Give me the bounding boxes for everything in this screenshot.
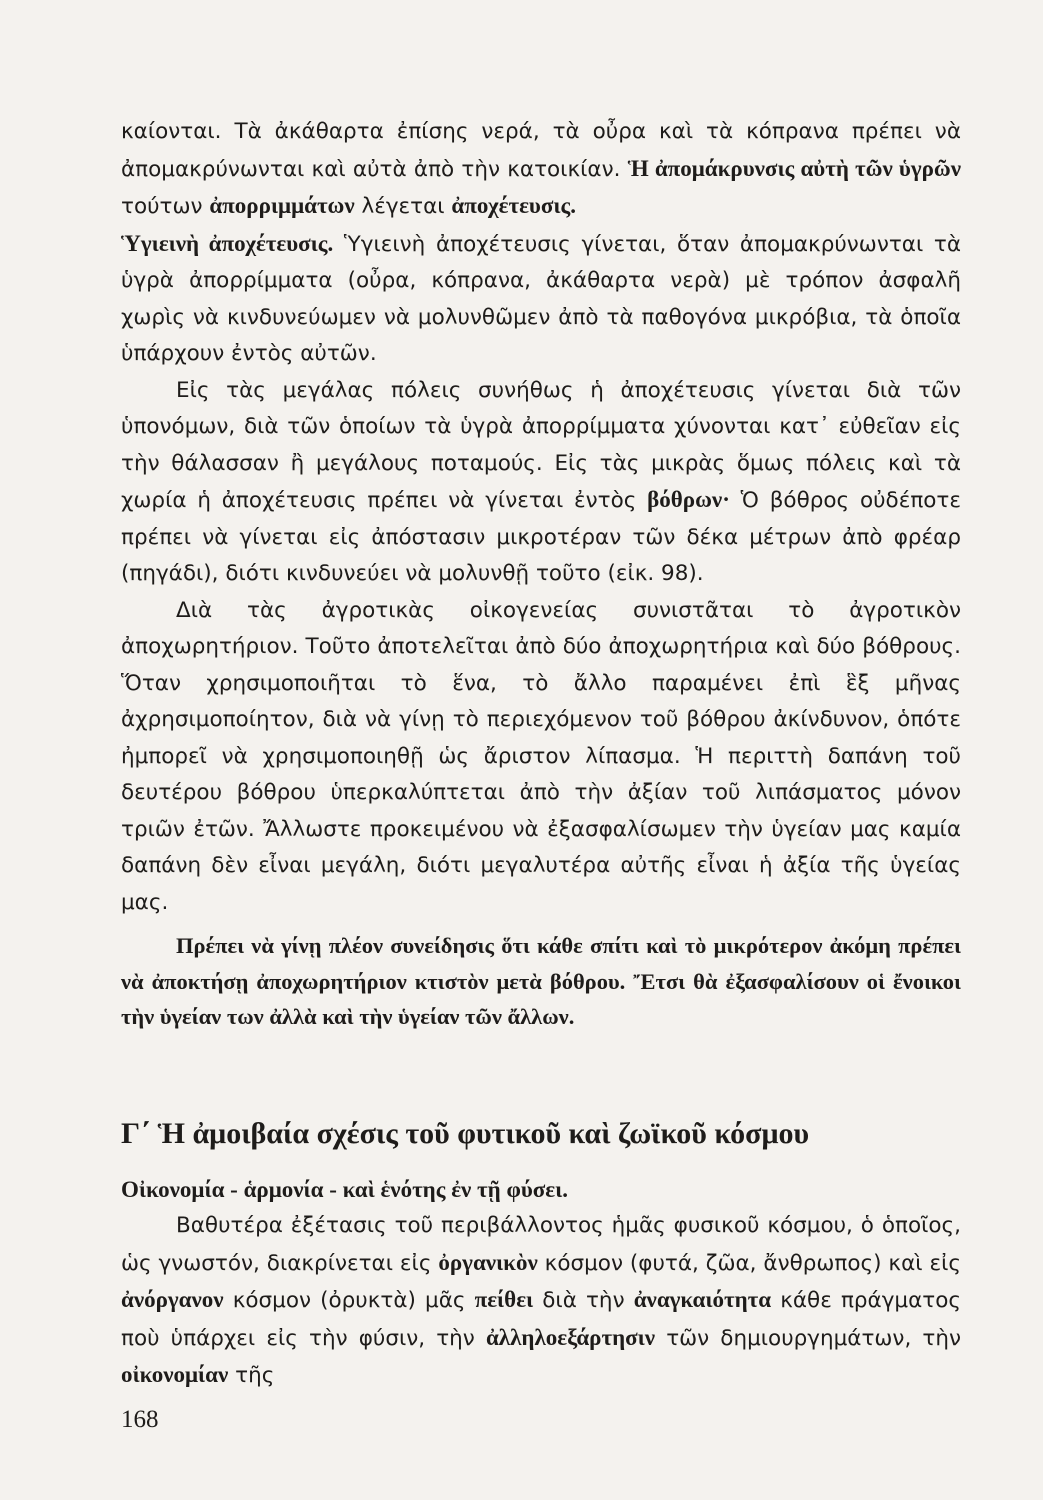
paragraph-sewage-intro: καίονται. Τὰ ἀκάθαρτα ἐπίσης νερά, τὰ οὖρα καὶ τὰ κόπρανα πρέπει νὰ ἀπομακρύνωνται καὶ αὐτὰ ἀπὸ τὴν κατοικίαν. Ἡ ἀπομάκρυνσις αὐτὴ τῶν ὑγρῶν τούτων ἀπορριμμάτων λέγεται ἀποχέτευσις. [121,119,961,219]
body-text-lower [121,1208,961,1395]
term-waste: ἀπορριμμάτων [209,193,355,218]
term-cesspits: βόθρων· [647,487,730,512]
term-convinces: πείθει [474,1287,534,1312]
section-subheading: Οἰκονομία - ἁρμονία - καὶ ἑνότης ἐν τῇ φύσει. [121,1177,568,1202]
paragraph-cities: Εἰς τὰς μεγάλας πόλεις συνήθως ἡ ἀποχέτευσις γίνεται διὰ τῶν ὑπονόμων, διὰ τῶν ὁποίων τὰ ὑγρὰ ἀπορρίμματα χύνονται κατ᾽ εὐθεῖαν εἰς τὴν θάλασσαν ἢ μεγάλους ποταμούς. Εἰς τὰς μικρὰς ὅμως πόλεις καὶ τὰ χωρία ἡ ἀποχέτευσις πρέπει νὰ γίνεται ἐντὸς βόθρων· Ὁ βόθρος οὐδέποτε πρέπει νὰ γίνεται εἰς ἀπόστασιν μικροτέραν τῶν δέκα μέτρων ἀπὸ φρέαρ (πηγάδι), διότι κινδυνεύει νὰ μολυνθῇ τοῦτο (εἰκ. 98). [121,377,961,586]
bold-paragraph: Πρέπει νὰ γίνῃ πλέον συνείδησις ὅτι κάθε σπίτι καὶ τὸ μικρότερον ἀκόμη πρέπει νὰ ἀποκτήσῃ ἀποχωρητήριον κτιστὸν μετὰ βόθρου. Ἔτσι θὰ ἐξασφαλίσουν οἱ ἔνοικοι τὴν ὑγείαν των ἀλλὰ καὶ τὴν ὑγείαν τῶν ἄλλων. [121,933,961,1029]
term-sewerage: ἀποχέτευσις. [451,193,576,218]
paragraph-hygienic-sewerage: Ὑγιεινὴ ἀποχέτευσις. Ὑγιεινὴ ἀποχέτευσις γίνεται, ὅταν ἀπομακρύνωνται τὰ ὑγρὰ ἀπορρίμματα (οὖρα, κόπρανα, ἀκάθαρτα νερὰ) μὲ τρόπον ἀσφαλῆ χωρὶς νὰ κινδυνεύωμεν νὰ μολυνθῶμεν ἀπὸ τὰ παθογόνα μικρόβια, τὰ ὁποῖα ὑπάρχουν ἐντὸς αὐτῶν. [121,230,961,366]
page-number: 168 [121,1406,159,1433]
term-inorganic: ἀνόργανον [121,1287,224,1312]
term-removal: Ἡ ἀπομάκρυνσις αὐτὴ τῶν ὑγρῶν [627,155,961,181]
term-organic: ὀργανικὸν [438,1249,538,1275]
term-necessity: ἀναγκαιότητα [633,1287,772,1312]
paragraph-rural-latrine: Διὰ τὰς ἀγροτικὰς οἰκογενείας συνιστᾶται τὸ ἀγροτικὸν ἀποχωρητήριον. Τοῦτο ἀποτελεῖται ἀπὸ δύο ἀποχωρητήρια καὶ δύο βόθρους. Ὅταν χρησιμοποιῆται τὸ ἕνα, τὸ ἄλλο παραμένει ἐπὶ ἓξ μῆνας ἀχρησιμοποίητον, διὰ νὰ γίνῃ τὸ περιεχόμενον τοῦ βόθρου ἀκίνδυνον, ὁπότε ἠμπορεῖ νὰ χρησιμοποιηθῇ ὡς ἄριστον λίπασμα. Ἡ περιττὴ δαπάνη τοῦ δευτέρου βόθρου ὑπερκαλύπτεται ἀπὸ τὴν ἀξίαν τοῦ λιπάσματος μόνον τριῶν ἐτῶν. Ἄλλωστε προκειμένου νὰ ἐξασφαλίσωμεν τὴν ὑγείαν μας καμία δαπάνη δὲν εἶναι μεγάλη, διότι μεγαλυτέρα αὐτῆς εἶναι ἡ ἀξία τῆς ὑγείας μας. [121,597,961,915]
section-heading: Γ΄ Ἡ ἀμοιβαία σχέσις τοῦ φυτικοῦ καὶ ζωϊκοῦ κόσμου [121,1117,810,1150]
body-text-upper [121,114,961,921]
term-interdependence: ἀλληλοεξάρτησιν [485,1324,656,1350]
paragraph-nature: Βαθυτέρα ἐξέτασις τοῦ περιβάλλοντος ἡμᾶς φυσικοῦ κόσμου, ὁ ὁποῖος, ὡς γνωστόν, διακρίνεται εἰς ὀργανικὸν κόσμον (φυτά, ζῶα, ἄνθρωπος) καὶ εἰς ἀνόργανον κόσμον (ὀρυκτὰ) μᾶς πείθει διὰ τὴν ἀναγκαιότητα κάθε πράγματος ποὺ ὑπάρχει εἰς τὴν φύσιν, τὴν ἀλληλοεξάρτησιν τῶν δημιουργημάτων, τὴν οἰκονομίαν τῆς [121,1213,962,1388]
term-hygienic-sewerage: Ὑγιεινὴ ἀποχέτευσις. [121,230,334,256]
term-economy: οἰκονομίαν [121,1362,229,1387]
